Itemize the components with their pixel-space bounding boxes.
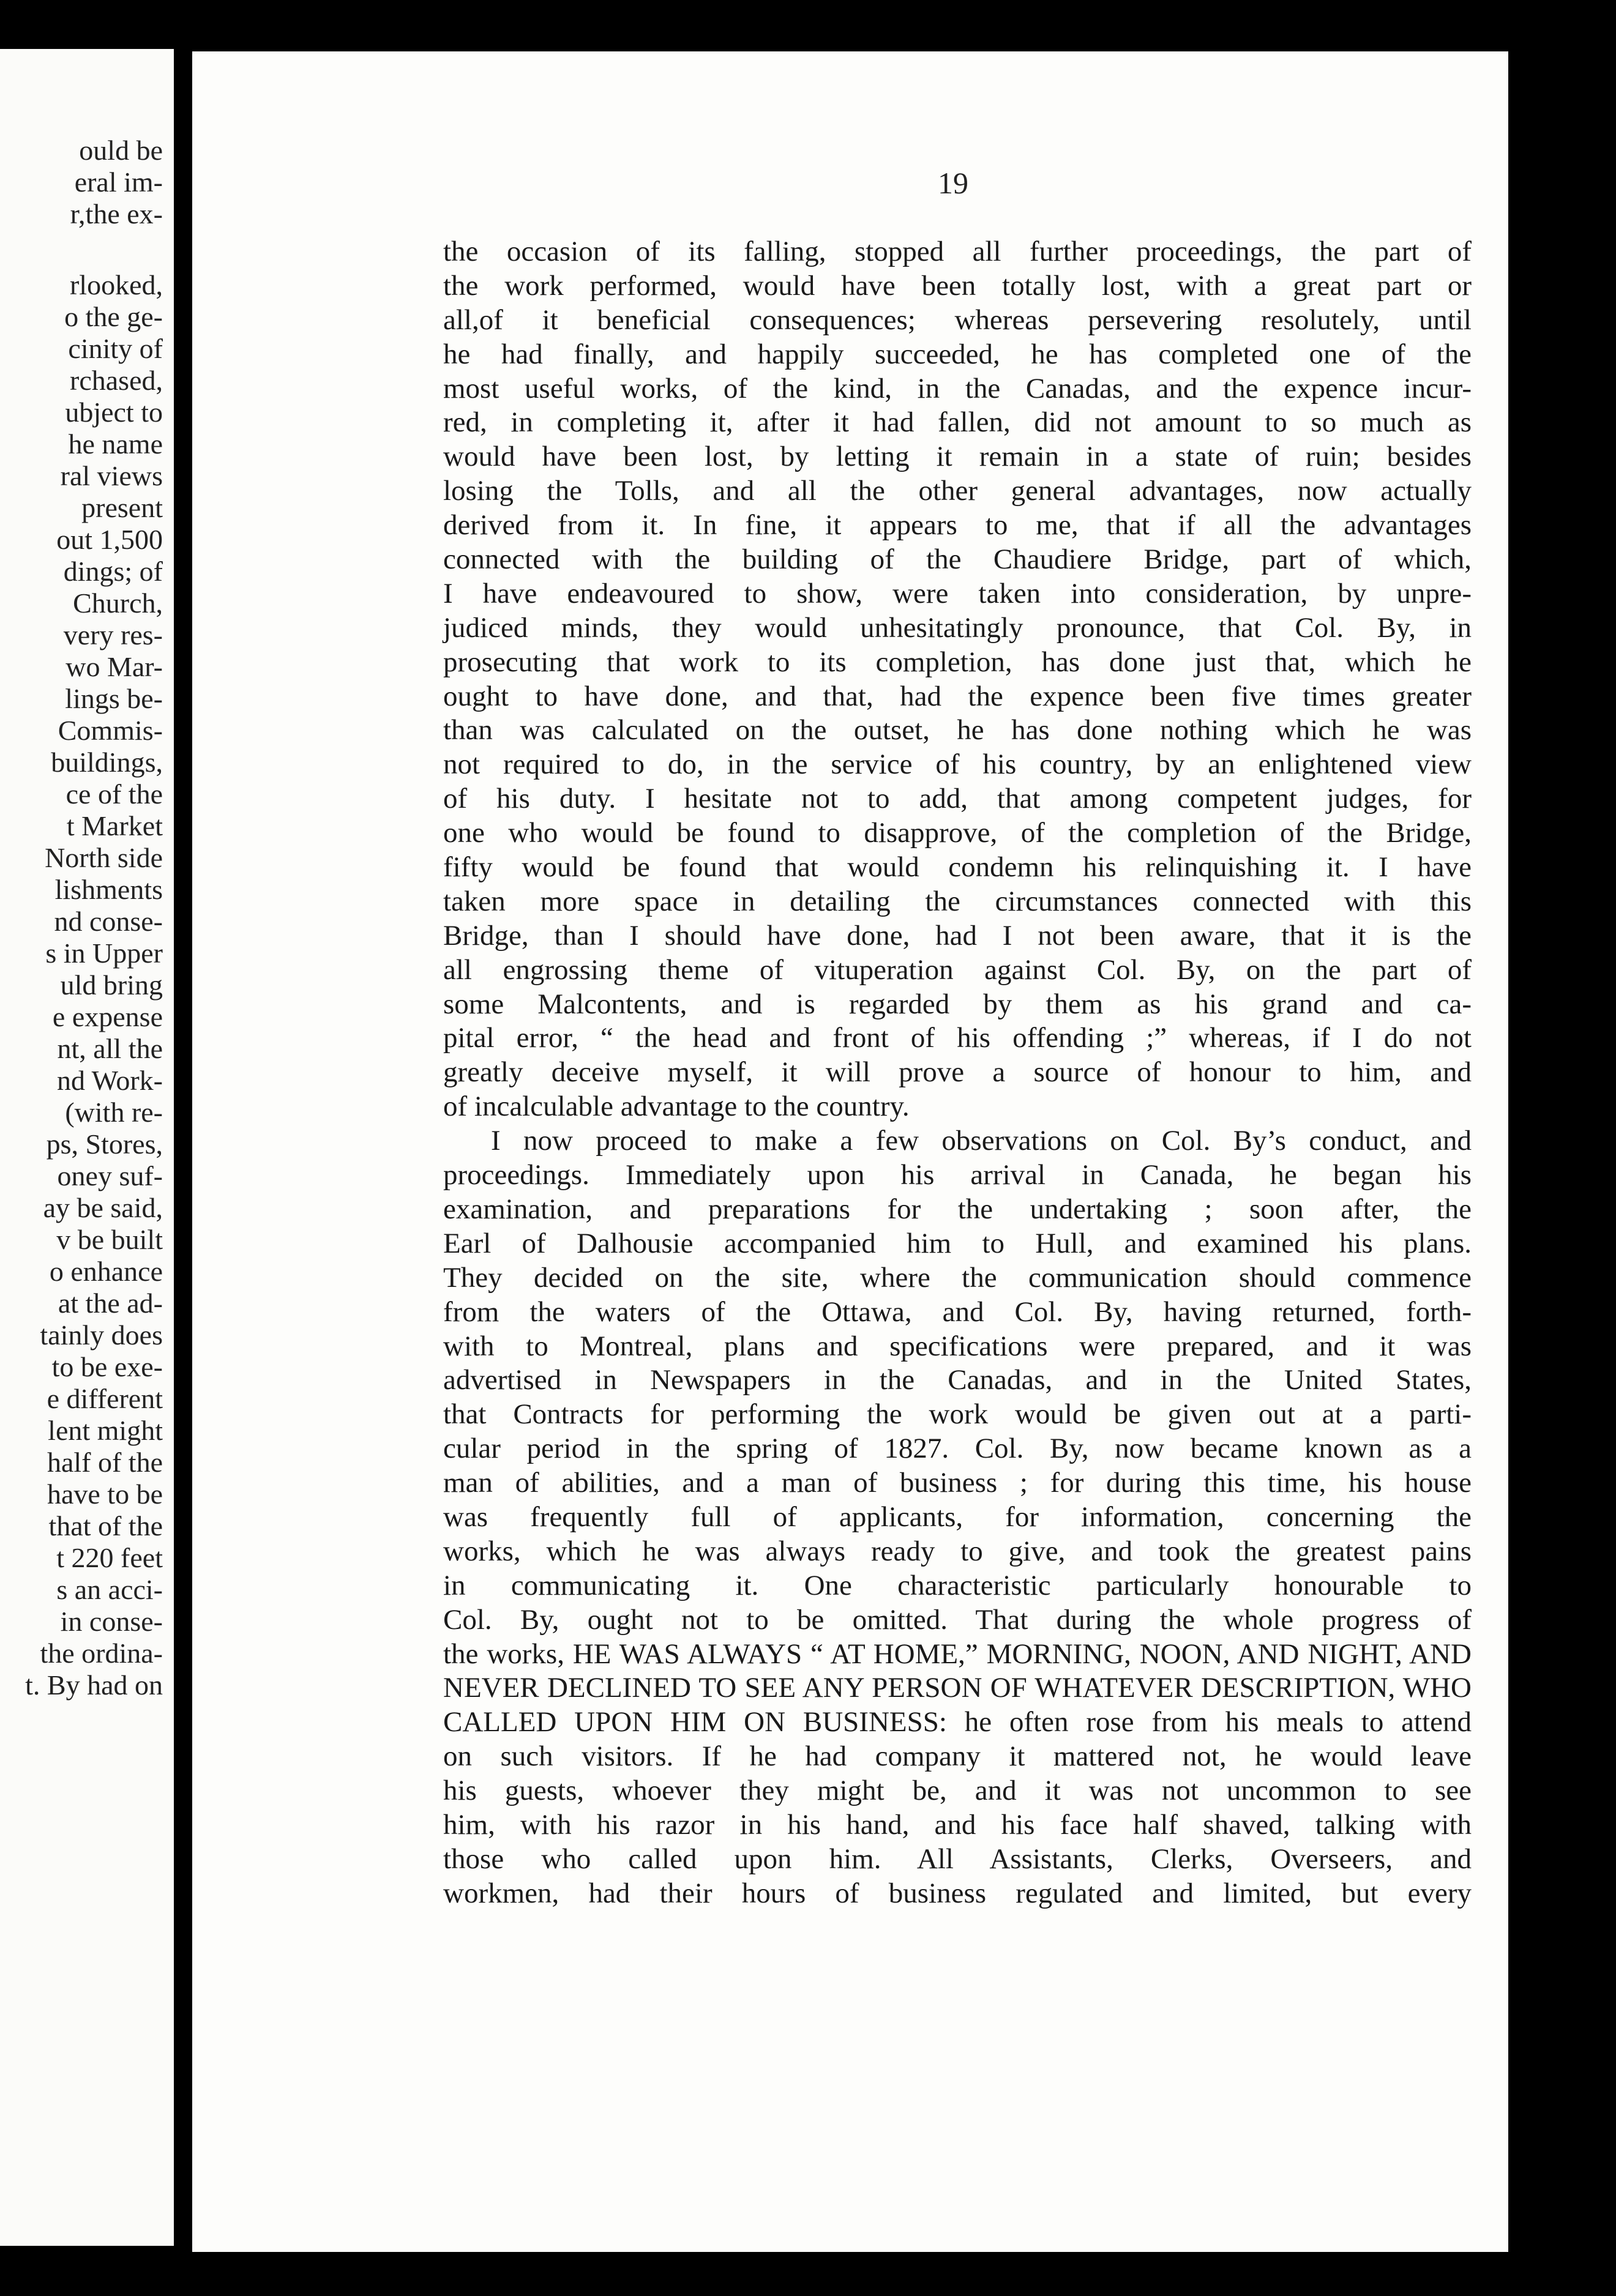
left-page-line: North side [45,842,163,873]
text-line: fifty would be found that would condemn his relinquishing it. I have [443,851,1472,884]
left-page-line: s an acci- [56,1574,163,1605]
text-line: taken more space in detailing the circumstances connected with this [443,885,1472,917]
left-page-line: out 1,500 [56,524,163,555]
left-page-line: e expense [52,1001,163,1032]
left-page-line: ay be said, [43,1192,163,1223]
text-line: that Contracts for performing the work would be given out at a parti- [443,1398,1472,1431]
text-line: I have endeavoured to show, were taken into consideration, by unpre- [443,577,1472,609]
left-page-line: uld bring [60,969,163,1001]
text-line: those who called upon him. All Assistants, Clerks, Overseers, and [443,1843,1472,1875]
text-line: examination, and preparations for the undertaking ; soon after, the [443,1193,1472,1225]
text-line: all,of it beneficial consequences; whereas persevering resolutely, until [443,304,1472,336]
left-page-line: dings; of [63,556,163,587]
text-line: him, with his razor in his hand, and his face half shaved, talking with [443,1808,1472,1841]
text-line: on such visitors. If he had company it mattered not, he would leave [443,1740,1472,1773]
left-page-line: buildings, [51,747,163,778]
left-page-line: he name [68,428,163,460]
text-line: red, in completing it, after it had fallen, did not amount to so much as [443,406,1472,439]
left-page-line: ould be [79,135,163,166]
left-page-line: r,the ex- [70,198,163,229]
text-line: some Malcontents, and is regarded by them as his grand and ca- [443,988,1472,1020]
previous-page-edge [0,49,174,2246]
left-page-line: very res- [63,619,163,650]
left-page-line: nd conse- [54,906,163,937]
left-page-line: ce of the [65,778,163,810]
text-line: ought to have done, and that, had the expence been five times greater [443,680,1472,712]
text-line: connected with the building of the Chaudiere Bridge, part of which, [443,543,1472,576]
left-page-line: oney suf- [57,1160,163,1191]
text-line: Col. By, ought not to be omitted. That during the whole progress of [443,1603,1472,1636]
left-page-line: lings be- [65,683,163,714]
text-line: cular period in the spring of 1827. Col. By, now became known as a [443,1433,1472,1465]
left-page-line: rlooked, [69,269,163,300]
text-line: one who would be found to disapprove, of the completion of the Bridge, [443,817,1472,849]
left-page-line: cinity of [68,333,163,364]
left-page-line: have to be [47,1478,163,1510]
text-line: proceedings. Immediately upon his arrival in Canada, he began his [443,1159,1472,1191]
text-line: They decided on the site, where the communication should commence [443,1261,1472,1294]
left-page-line: in conse- [60,1606,163,1637]
left-page-line: nd Work- [56,1065,163,1096]
left-page-line: at the ad- [58,1288,163,1319]
left-page-line: t Market [66,810,163,841]
text-line: derived from it. In fine, it appears to me, that if all the advantages [443,509,1472,542]
left-page-line: ps, Stores, [46,1128,163,1160]
text-line: his guests, whoever they might be, and it was not uncommon to see [443,1775,1472,1807]
left-page-line: wo Mar- [65,651,163,682]
text-line: pital error, “ the head and front of his offending ;” whereas, if I do not [443,1022,1472,1054]
text-line: advertised in Newspapers in the Canadas, and in the United States, [443,1364,1472,1396]
left-page-line: o enhance [49,1256,163,1287]
left-page-line: eral im- [74,166,163,198]
text-line: of incalculable advantage to the country. [443,1090,910,1123]
text-line: greatly deceive myself, it will prove a source of honour to him, and [443,1056,1472,1089]
left-page-line: v be built [56,1224,163,1255]
text-line: most useful works, of the kind, in the Canadas, and the expence incur- [443,372,1472,404]
text-line: he had finally, and happily succeeded, he has completed one of the [443,338,1472,370]
text-line: the work performed, would have been totally lost, with a great part or [443,269,1472,302]
left-page-line: that of the [48,1510,163,1541]
left-page-line: the ordina- [40,1638,163,1669]
left-page-line: ubject to [65,397,163,428]
left-page-line: present [81,492,163,523]
text-line: than was calculated on the outset, he has done nothing which he was [443,714,1472,747]
text-line: NEVER DECLINED TO SEE ANY PERSON OF WHATEVER DESCRIPTION, WHO [443,1672,1472,1704]
body-text [443,235,1472,1911]
left-page-line: tainly does [40,1319,163,1351]
text-line: works, which he was always ready to give, and took the greatest pains [443,1535,1472,1567]
book-gutter [174,37,192,2264]
text-line: workmen, had their hours of business regulated and limited, but every [443,1877,1472,1909]
text-line: not required to do, in the service of his country, by an enlightened view [443,748,1472,781]
text-line: from the waters of the Ottawa, and Col. By, having returned, forth- [443,1295,1472,1328]
left-page-line: e different [47,1383,163,1414]
left-page-line: (with re- [65,1097,163,1128]
left-page-line: to be exe- [51,1351,163,1382]
left-page-line: Commis- [58,715,163,746]
text-line: prosecuting that work to its completion, has done just that, which he [443,646,1472,678]
left-page-line: rchased, [70,365,163,396]
left-page-line: half of the [47,1447,163,1478]
text-line: losing the Tolls, and all the other general advantages, now actually [443,475,1472,507]
text-line: was frequently full of applicants, for information, concerning the [443,1500,1472,1533]
text-line: I now proceed to make a few observations on Col. By’s conduct, and [491,1125,1472,1157]
left-page-line: Church, [73,587,163,619]
text-line: Bridge, than I should have done, had I not been aware, that it is the [443,919,1472,952]
left-page-line: nt, all the [57,1033,163,1064]
left-page-line: lishments [54,874,163,905]
text-line: with to Montreal, plans and specifications were prepared, and it was [443,1330,1472,1362]
left-page-line: o the ge- [64,301,163,332]
text-line: man of abilities, and a man of business ; for during this time, his house [443,1467,1472,1499]
text-line: of his duty. I hesitate not to add, that among competent judges, for [443,783,1472,815]
text-line: CALLED UPON HIM ON BUSINESS: he often rose from his meals to attend [443,1706,1472,1739]
left-page-line: lent might [48,1415,163,1446]
page-number: 19 [938,166,968,200]
book-page [192,51,1508,2252]
text-line: judiced minds, they would unhesitatingly pronounce, that Col. By, in [443,611,1472,644]
text-line: Earl of Dalhousie accompanied him to Hull, and examined his plans. [443,1227,1472,1259]
left-page-line: t. By had on [25,1669,163,1701]
left-page-line: ral views [60,460,163,491]
text-line: would have been lost, by letting it remain in a state of ruin; besides [443,441,1472,473]
text-line: in communicating it. One characteristic particularly honourable to [443,1569,1472,1601]
left-page-line: t 220 feet [56,1542,163,1573]
left-page-line: s in Upper [45,937,163,969]
text-line: the occasion of its falling, stopped all further proceedings, the part of [443,236,1472,267]
text-line: the works, HE WAS ALWAYS “ AT HOME,” MORNING, NOON, AND NIGHT, AND [443,1638,1472,1670]
text-line: all engrossing theme of vituperation against Col. By, on the part of [443,953,1472,986]
